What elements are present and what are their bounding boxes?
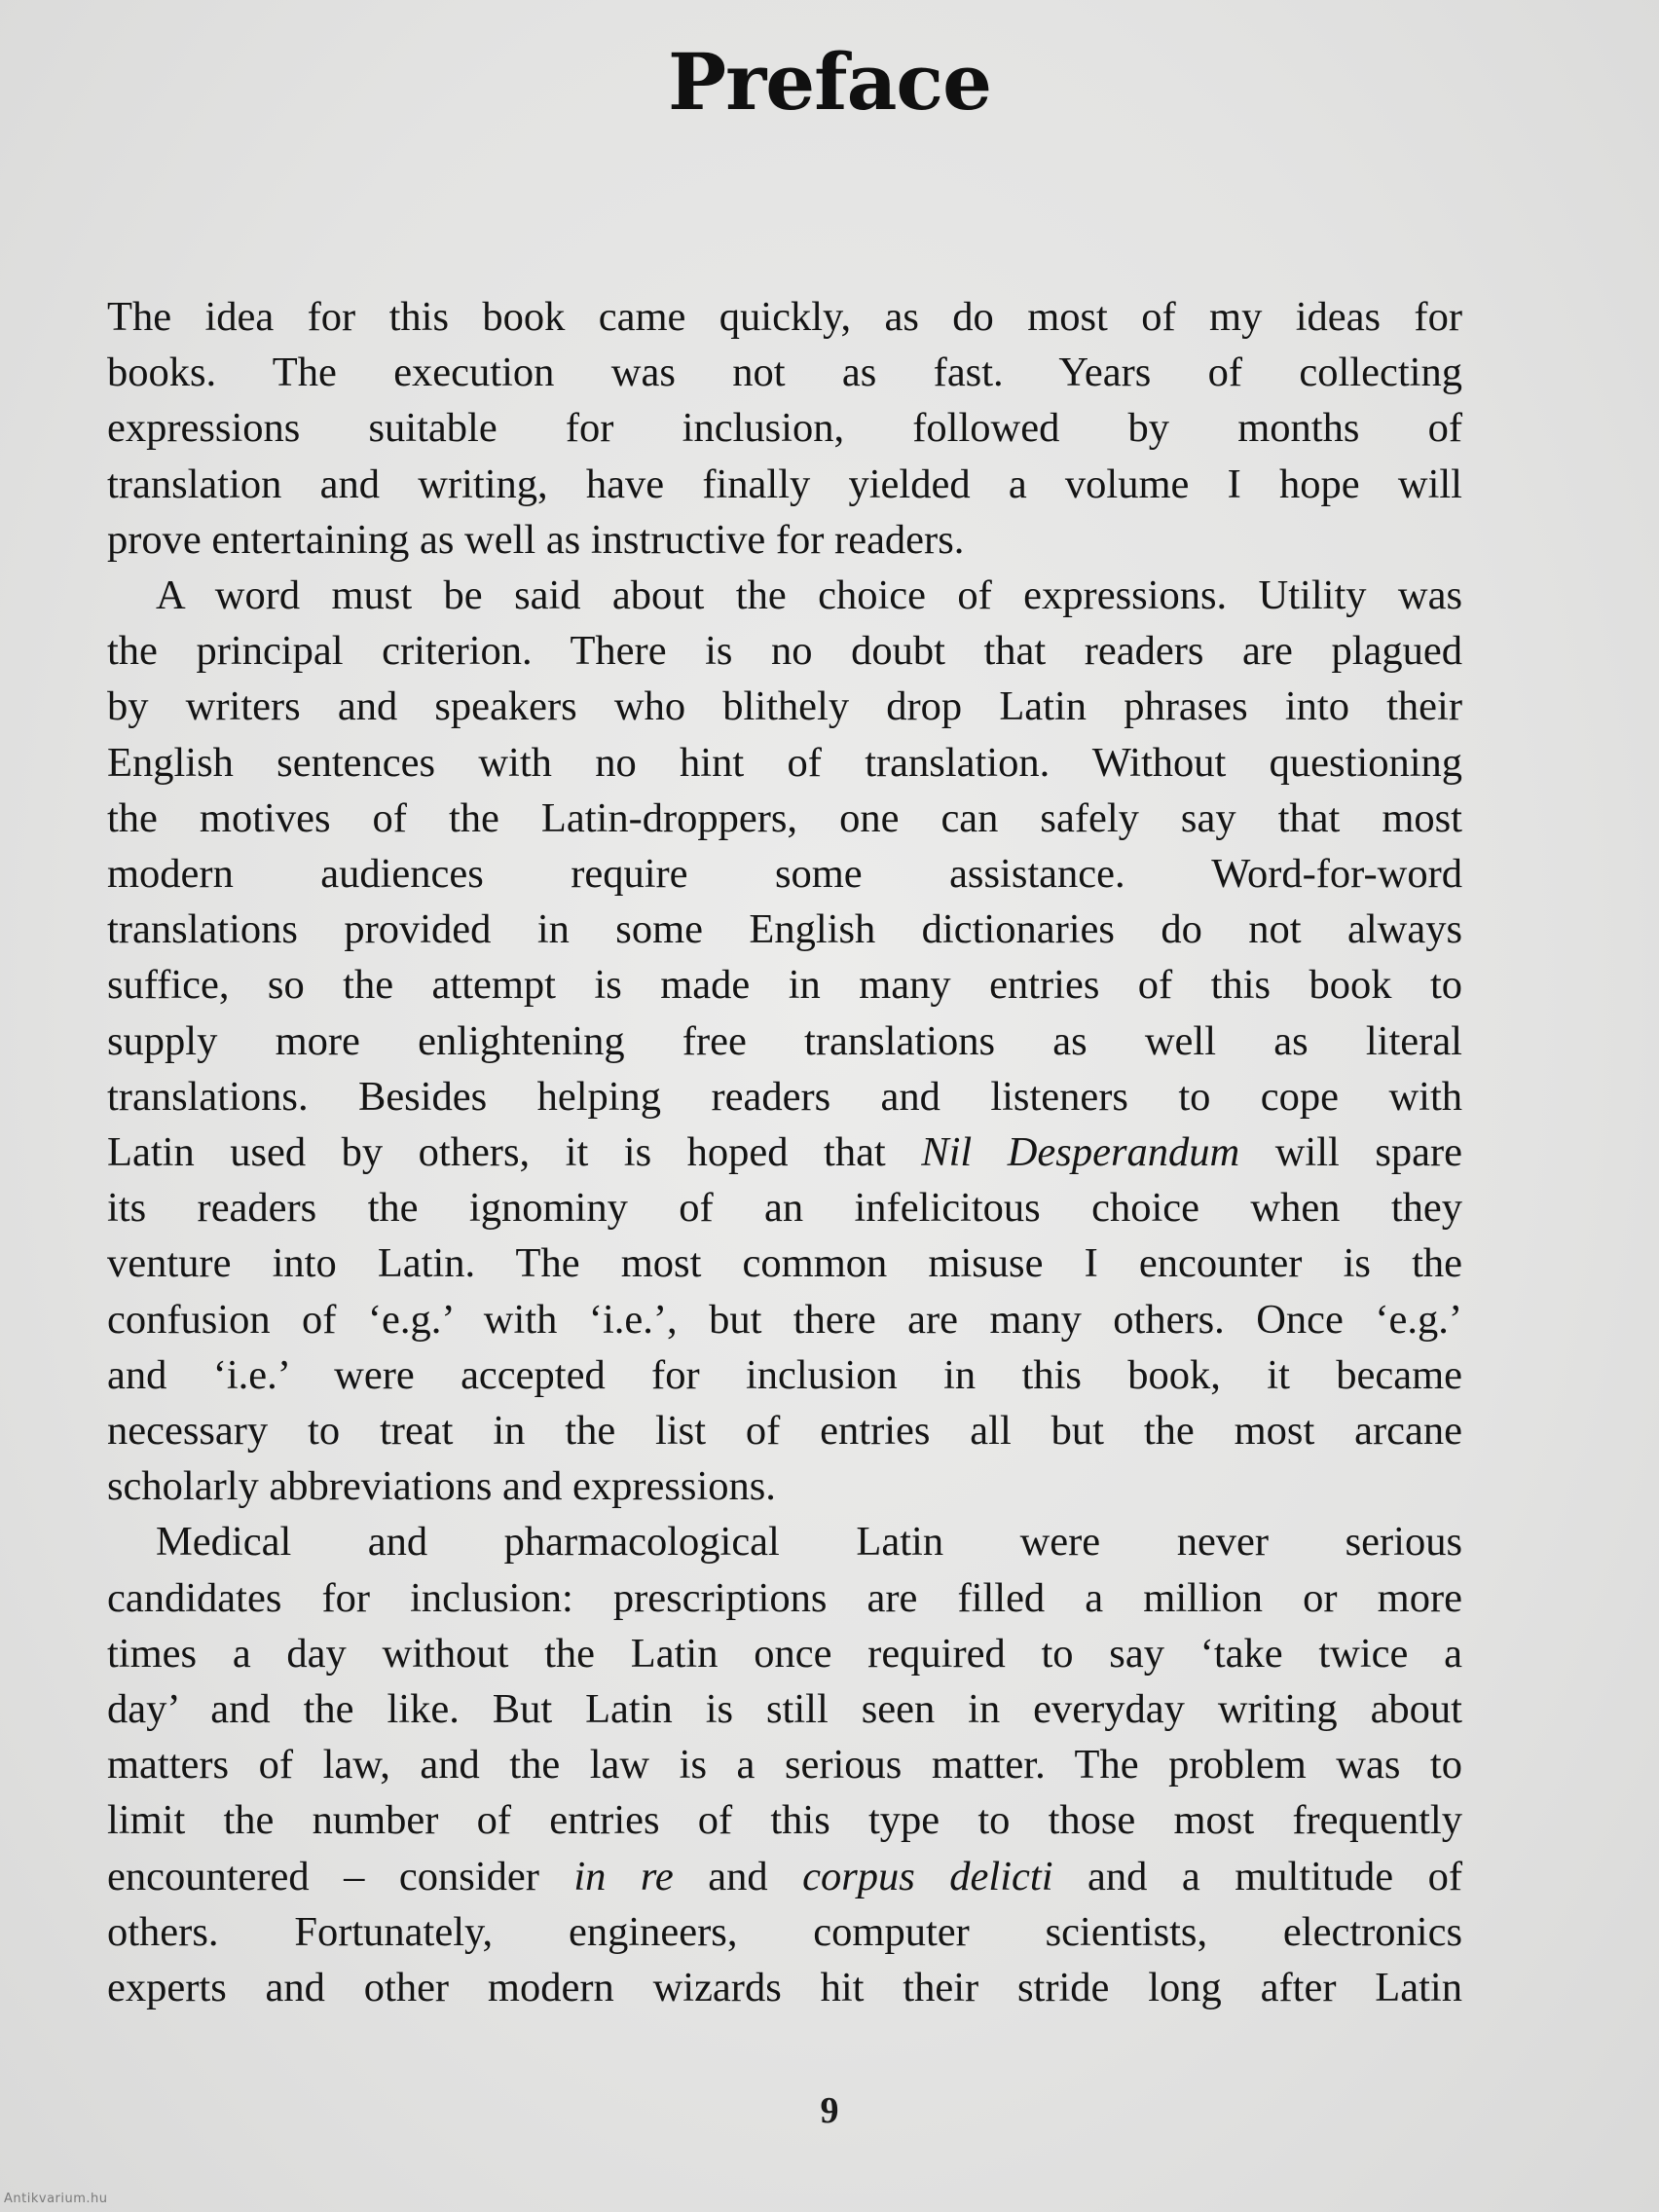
text-line: times a day without the Latin once required to say ‘take twice a — [107, 1630, 1462, 1677]
text-segment: and — [708, 1853, 768, 1899]
text-segment: and a multitude of — [1088, 1853, 1463, 1899]
body-text — [107, 289, 1462, 2015]
latin-term-italic: corpus delicti — [802, 1853, 1053, 1899]
page-number: 9 — [820, 2090, 839, 2131]
page-title: Preface — [667, 36, 992, 128]
text-line: scholarly abbreviations and expressions. — [107, 1463, 776, 1510]
paragraph-3 — [107, 1514, 1462, 2015]
text-line: translations provided in some English dictionaries do not always — [107, 906, 1462, 953]
text-line: experts and other modern wizards hit their stride long after Latin — [107, 1965, 1462, 2011]
text-line: venture into Latin. The most common misuse I encounter is the — [107, 1240, 1462, 1287]
text-line: A word must be said about the choice of expressions. Utility was — [156, 572, 1462, 619]
text-line: expressions suitable for inclusion, followed by months of — [107, 405, 1462, 452]
text-segment: will spare — [1274, 1129, 1463, 1176]
text-line: necessary to treat in the list of entries all but the most arcane — [107, 1408, 1462, 1455]
text-line: English sentences with no hint of translation. Without questioning — [107, 739, 1462, 786]
text-line: the principal criterion. There is no doubt that readers are plagued — [107, 628, 1462, 675]
text-line: matters of law, and the law is a serious matter. The problem was to — [107, 1742, 1462, 1788]
text-line: by writers and speakers who blithely drop Latin phrases into their — [107, 683, 1462, 730]
text-line-with-italic — [107, 1124, 1462, 1180]
paragraph-1 — [107, 289, 1462, 568]
text-line: suffice, so the attempt is made in many entries of this book to — [107, 962, 1462, 1009]
text-line: confusion of ‘e.g.’ with ‘i.e.’, but there are many others. Once ‘e.g.’ — [107, 1296, 1462, 1343]
text-line: Medical and pharmacological Latin were never serious — [156, 1519, 1462, 1566]
latin-term-italic: in re — [573, 1853, 674, 1899]
paragraph-2 — [107, 568, 1462, 1514]
text-line: day’ and the like. But Latin is still seen in everyday writing about — [107, 1686, 1462, 1733]
text-line: candidates for inclusion: prescriptions are filled a million or more — [107, 1574, 1462, 1621]
text-line: The idea for this book came quickly, as do most of my ideas for — [107, 294, 1462, 340]
text-line: books. The execution was not as fast. Years of collecting — [107, 350, 1462, 396]
text-line: translation and writing, have finally yielded a volume I hope will — [107, 461, 1462, 507]
text-line: supply more enlightening free translations as well as literal — [107, 1017, 1462, 1064]
text-line: modern audiences require some assistance. Word-for-word — [107, 851, 1462, 898]
text-line: others. Fortunately, engineers, computer scientists, electronics — [107, 1908, 1462, 1955]
text-line: limit the number of entries of this type to those most frequently — [107, 1797, 1462, 1844]
text-line: and ‘i.e.’ were accepted for inclusion in this book, it became — [107, 1351, 1462, 1398]
text-line: the motives of the Latin-droppers, one can safely say that most — [107, 794, 1462, 841]
text-line: prove entertaining as well as instructive for readers. — [107, 516, 965, 563]
text-segment: encountered – consider — [107, 1853, 539, 1899]
text-segment: Latin used by others, it is hoped that — [107, 1129, 886, 1176]
watermark: Antikvarium.hu — [4, 2192, 108, 2206]
text-line: its readers the ignominy of an infelicitous choice when they — [107, 1185, 1462, 1232]
text-line-with-italic — [107, 1849, 1462, 1904]
book-title-italic: Nil Desperandum — [921, 1129, 1240, 1176]
text-line: translations. Besides helping readers and listeners to cope with — [107, 1073, 1462, 1120]
